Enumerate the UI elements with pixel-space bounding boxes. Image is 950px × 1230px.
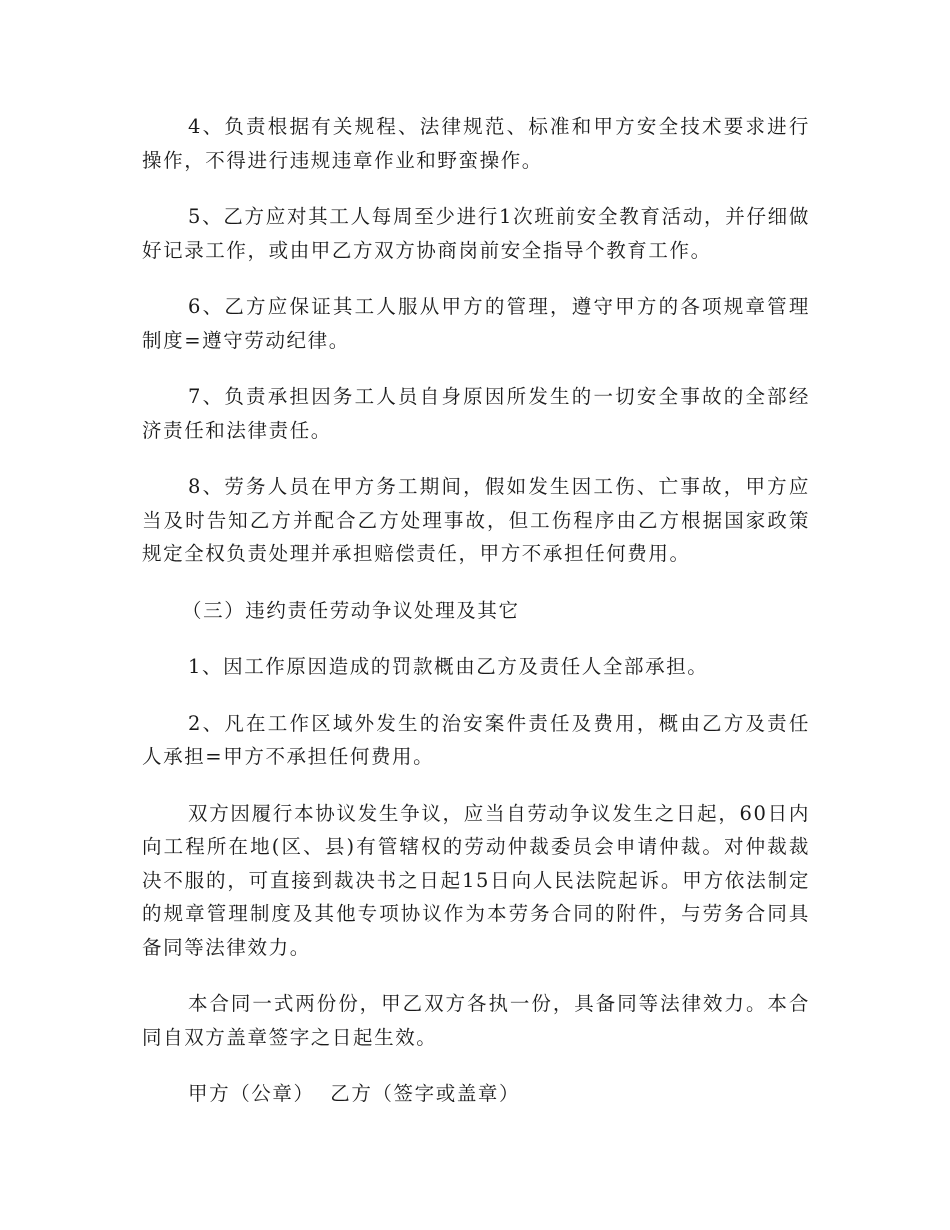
document-body [142, 110, 810, 1111]
effective-clause: 本合同一式两份份，甲乙双方各执一份，具备同等法律效力。本合同自双方盖章签字之日起生效。 [142, 992, 810, 1049]
clause-8: 8、劳务人员在甲方务工期间，假如发生因工伤、亡事故，甲方应当及时告知乙方并配合乙方处理事故，但工伤程序由乙方根据国家政策规定全权负责处理并承担赔偿责任，甲方不承担任何费用。 [142, 475, 810, 565]
dispute-clause: 双方因履行本协议发生争议，应当自劳动争议发生之日起，60日内向工程所在地(区、县)有管辖权的劳动仲裁委员会申请仲裁。对仲裁裁决不服的，可直接到裁决书之日起15日向人民法院起诉。甲方依法制定的规章管理制度及其他专项协议作为本劳务合同的附件，与劳务合同具备同等法律效力。 [142, 801, 810, 959]
penalty-clause-1: 1、因工作原因造成的罚款概由乙方及责任人全部承担。 [188, 655, 709, 678]
penalty-clause-2: 2、凡在工作区域外发生的治安案件责任及费用，概由乙方及责任人承担=甲方不承担任何费用。 [142, 711, 810, 768]
clause-6: 6、乙方应保证其工人服从甲方的管理，遵守甲方的各项规章管理制度=遵守劳动纪律。 [142, 295, 810, 352]
clause-7: 7、负责承担因务工人员自身原因所发生的一切安全事故的全部经济责任和法律责任。 [142, 385, 810, 442]
party-b-signature-label: 乙方（签字或盖章） [330, 1082, 521, 1105]
clause-5: 5、乙方应对其工人每周至少进行1次班前安全教育活动，并仔细做好记录工作，或由甲乙方双方协商岗前安全指导个教育工作。 [142, 205, 810, 262]
party-a-signature-label: 甲方（公章） [188, 1082, 315, 1105]
clause-4: 4、负责根据有关规程、法律规范、标准和甲方安全技术要求进行操作，不得进行违规违章作业和野蛮操作。 [142, 115, 810, 172]
section-heading: （三）违约责任劳动争议处理及其它 [182, 598, 520, 622]
signature-line [142, 1077, 810, 1111]
